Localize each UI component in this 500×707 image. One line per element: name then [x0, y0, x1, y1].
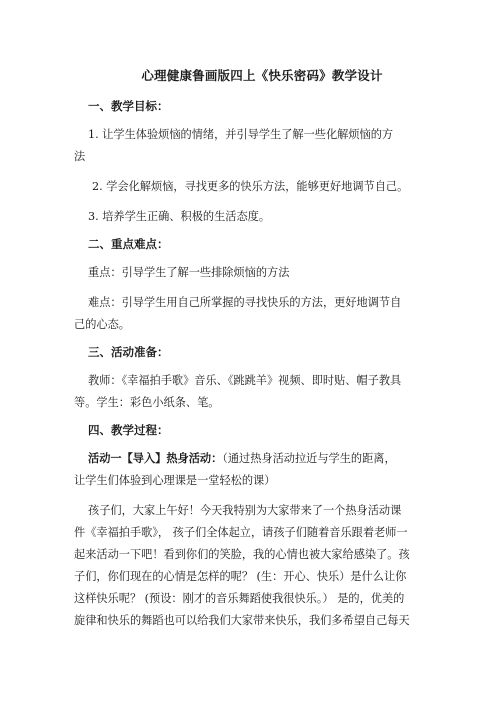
objective-2: 2. 学会化解烦恼，寻找更多的快乐方法，能够更好地调节自己。	[92, 180, 409, 193]
difficult-point-line-2: 己的心态。	[74, 318, 130, 331]
objective-1-line-1: 1. 让学生体验烦恼的情绪，并引导学生了解一些化解烦恼的方	[88, 128, 394, 141]
section-heading-process: 四、教学过程：	[88, 423, 169, 437]
activity-1-line-1	[88, 448, 436, 470]
activity-1-label: 活动一【导入】热身活动：	[88, 452, 223, 465]
body-line-2: 件《幸福拍手歌》， 孩子们全体起立，请孩子们随着音乐跟着老师一	[74, 526, 408, 539]
objective-1-line-2: 法	[74, 150, 86, 163]
section-heading-objectives: 一、教学目标：	[88, 99, 169, 113]
activity-1-note-part-1: （通过热身活动拉近与学生的距离，	[222, 452, 396, 465]
body-line-5: 这样快乐呢？ (预设：刚才的音乐舞蹈使我很快乐。） 是的，优美的	[74, 592, 405, 605]
body-line-6: 旋律和快乐的舞蹈也可以给我们大家带来快乐，我们多希望自己每天	[74, 614, 410, 627]
body-line-3: 起来活动一下吧！看到你们的笑脸，我的心情也被大家给感染了。孩	[74, 548, 410, 561]
difficult-point	[74, 292, 436, 336]
body-line-1: 孩子们，大家上午好！今天我特别为大家带来了一个热身活动课	[88, 504, 402, 517]
document-title: 心理健康鲁画版四上《快乐密码》教学设计	[141, 68, 383, 83]
activity-1-line-2: 让学生们体验到心理课是一堂轻松的课）	[74, 474, 276, 487]
section-heading-preparation: 三、活动准备：	[88, 345, 169, 359]
key-point: 重点：引导学生了解一些排除烦恼的方法	[88, 266, 290, 279]
objective-1	[74, 124, 436, 168]
difficult-point-line-1: 难点：引导学生用自己所掌握的寻找快乐的方法，更好地调节自	[88, 296, 402, 309]
preparation-line-2: 等。学生：彩色小纸条、笔。	[74, 396, 220, 409]
preparation	[74, 370, 436, 414]
activity-1-body	[74, 500, 436, 632]
section-heading-key-points: 二、重点难点：	[88, 237, 169, 251]
body-line-4: 子们，你们现在的心情是怎样的呢？ (生：开心、快乐）是什么让你	[74, 570, 407, 583]
objective-3: 3. 培养学生正确、积极的生活态度。	[88, 210, 271, 223]
preparation-line-1: 教师：《幸福拍手歌》音乐、《跳跳羊》视频、即时贴、帽子教具	[88, 374, 402, 387]
activity-1	[74, 448, 436, 492]
